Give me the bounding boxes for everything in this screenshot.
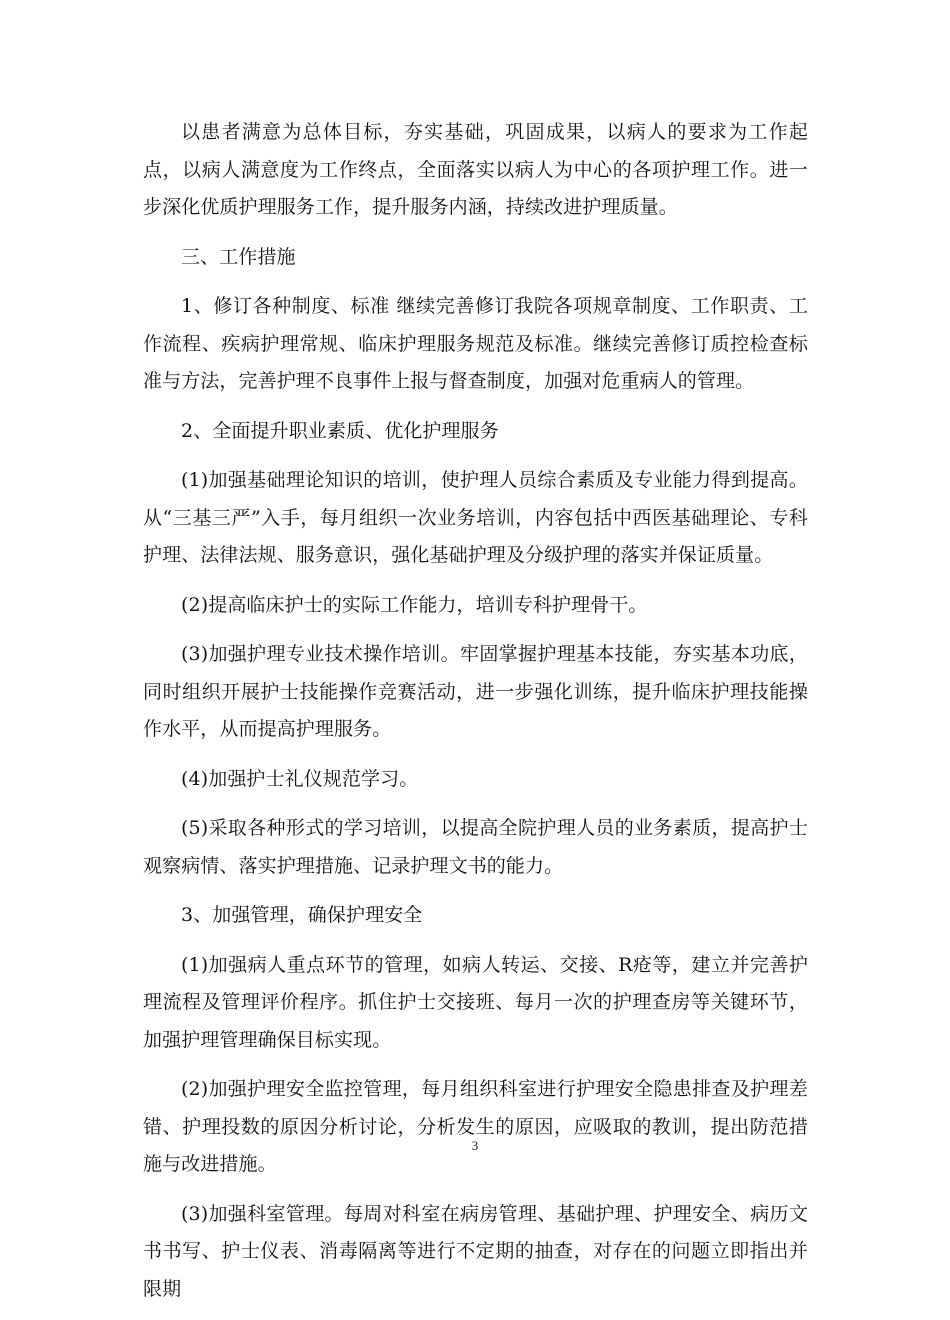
paragraph-item-3-1: (1)加强病人重点环节的管理，如病人转运、交接、R疮等，建立并完善护理流程及管理评价程序。抓住护士交接班、每月一次的护理查房等关键环节，加强护理管理确保目标实现。: [143, 953, 808, 1051]
paragraph-item-2-2: (2)提高临床护士的实际工作能力，培训专科护理骨干。: [181, 593, 648, 616]
page-number: 3: [471, 1138, 479, 1153]
section-heading-measures: 三、工作措施: [181, 245, 296, 268]
paragraph-item-2-5: (5)采取各种形式的学习培训，以提高全院护理人员的业务素质，提高护士观察病情、落实护理措施、记录护理文书的能力。: [143, 817, 808, 877]
paragraph-item-2-1: (1)加强基础理论知识的培训，使护理人员综合素质及专业能力得到提高。从“三基三严”入手，每月组织一次业务培训，内容包括中西医基础理论、专科护理、法律法规、服务意识，强化基础护理及分级护理的落实并保证质量。: [143, 469, 808, 566]
paragraph-item-1: 1、修订各种制度、标准 继续完善修订我院各项规章制度、工作职责、工作流程、疾病护理常规、临床护理服务规范及标准。继续完善修订质控检查标准与方法，完善护理不良事件上报与督查制度，加强对危重病人的管理。: [143, 295, 808, 392]
paragraph-item-3-heading: 3、加强管理，确保护理安全: [181, 904, 423, 926]
paragraph-item-2-4: (4)加强护士礼仪规范学习。: [181, 767, 419, 790]
paragraph-goal: 以患者满意为总体目标，夯实基础，巩固成果，以病人的要求为工作起点，以病人满意度为工作终点，全面落实以病人为中心的各项护理工作。进一步深化优质护理服务工作，提升服务内涵，持续改进护理质量。: [143, 121, 808, 218]
paragraph-item-3-2: (2)加强护理安全监控管理，每月组织科室进行护理安全隐患排查及护理差错、护理投数的原因分析讨论，分析发生的原因，应吸取的教训，提出防范措施与改进措施。: [143, 1078, 808, 1175]
paragraph-item-2-3: (3)加强护理专业技术操作培训。牢固掌握护理基本技能，夯实基本功底，同时组织开展护士技能操作竞赛活动，进一步强化训练，提升临床护理技能操作水平，从而提高护理服务。: [143, 643, 808, 740]
paragraph-item-2-heading: 2、全面提升职业素质、优化护理服务: [181, 419, 499, 442]
paragraph-item-3-3: (3)加强科室管理。每周对科室在病房管理、基础护理、护理安全、病历文书书写、护士仪表、消毒隔离等进行不定期的抽查，对存在的问题立即指出并限期: [143, 1202, 808, 1300]
